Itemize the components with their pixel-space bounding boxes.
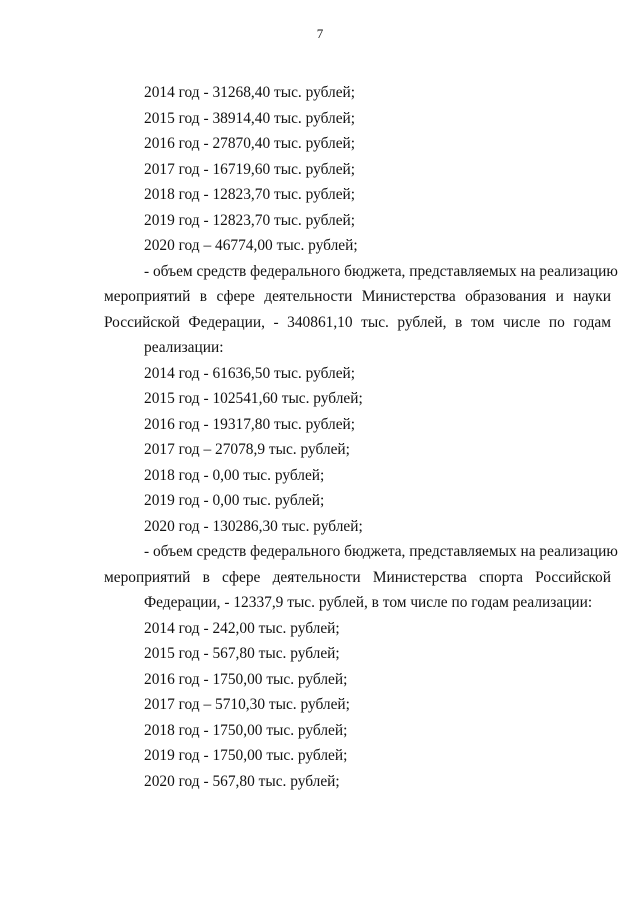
year-funding-line: 2015 год - 102541,60 тыс. рублей; <box>144 390 363 407</box>
paragraph-line: - объем средств федерального бюджета, представляемых на реализацию <box>144 262 618 280</box>
year-funding-line: 2014 год - 31268,40 тыс. рублей; <box>144 84 356 101</box>
year-funding-line: 2020 год – 46774,00 тыс. рублей; <box>144 237 358 254</box>
paragraph-line: мероприятий в сфере деятельности Министерства образования и науки <box>104 288 611 305</box>
funding-list-group-2 <box>104 361 611 540</box>
paragraph-line: Российской Федерации, - 340861,10 тыс. рублей, в том числе по годам <box>104 313 611 331</box>
year-funding-line: 2018 год - 1750,00 тыс. рублей; <box>144 721 348 739</box>
year-funding-line: 2014 год - 242,00 тыс. рублей; <box>144 619 340 637</box>
year-funding-line: 2016 год - 1750,00 тыс. рублей; <box>144 670 348 688</box>
year-funding-line: 2019 год - 0,00 тыс. рублей; <box>144 492 325 509</box>
year-funding-line: 2015 год - 38914,40 тыс. рублей; <box>144 109 356 127</box>
education-ministry-paragraph <box>104 259 618 361</box>
paragraph-line: - объем средств федерального бюджета, представляемых на реализацию <box>144 543 618 560</box>
year-funding-line: 2016 год - 19317,80 тыс. рублей; <box>144 415 356 433</box>
year-funding-line: 2017 год - 16719,60 тыс. рублей; <box>144 160 356 178</box>
sport-ministry-paragraph <box>104 539 618 616</box>
paragraph-line: реализации: <box>144 339 224 356</box>
document-body <box>104 80 618 794</box>
paragraph-line: мероприятий в сфере деятельности Министерства спорта Российской <box>104 568 611 586</box>
year-funding-line: 2019 год - 12823,70 тыс. рублей; <box>144 211 356 229</box>
year-funding-line: 2017 год – 5710,30 тыс. рублей; <box>144 696 350 713</box>
year-funding-line: 2019 год - 1750,00 тыс. рублей; <box>144 747 348 764</box>
funding-list-group-3 <box>104 616 611 795</box>
year-funding-line: 2015 год - 567,80 тыс. рублей; <box>144 645 340 662</box>
year-funding-line: 2016 год - 27870,40 тыс. рублей; <box>144 135 356 152</box>
year-funding-line: 2018 год - 0,00 тыс. рублей; <box>144 466 325 484</box>
year-funding-line: 2020 год - 567,80 тыс. рублей; <box>144 772 340 790</box>
year-funding-line: 2018 год - 12823,70 тыс. рублей; <box>144 186 356 203</box>
year-funding-line: 2020 год - 130286,30 тыс. рублей; <box>144 517 363 535</box>
year-funding-line: 2014 год - 61636,50 тыс. рублей; <box>144 364 356 382</box>
page-number: 7 <box>316 26 324 41</box>
paragraph-line: Федерации, - 12337,9 тыс. рублей, в том числе по годам реализации: <box>144 594 593 611</box>
year-funding-line: 2017 год – 27078,9 тыс. рублей; <box>144 441 350 458</box>
funding-list-group-1 <box>104 80 611 259</box>
